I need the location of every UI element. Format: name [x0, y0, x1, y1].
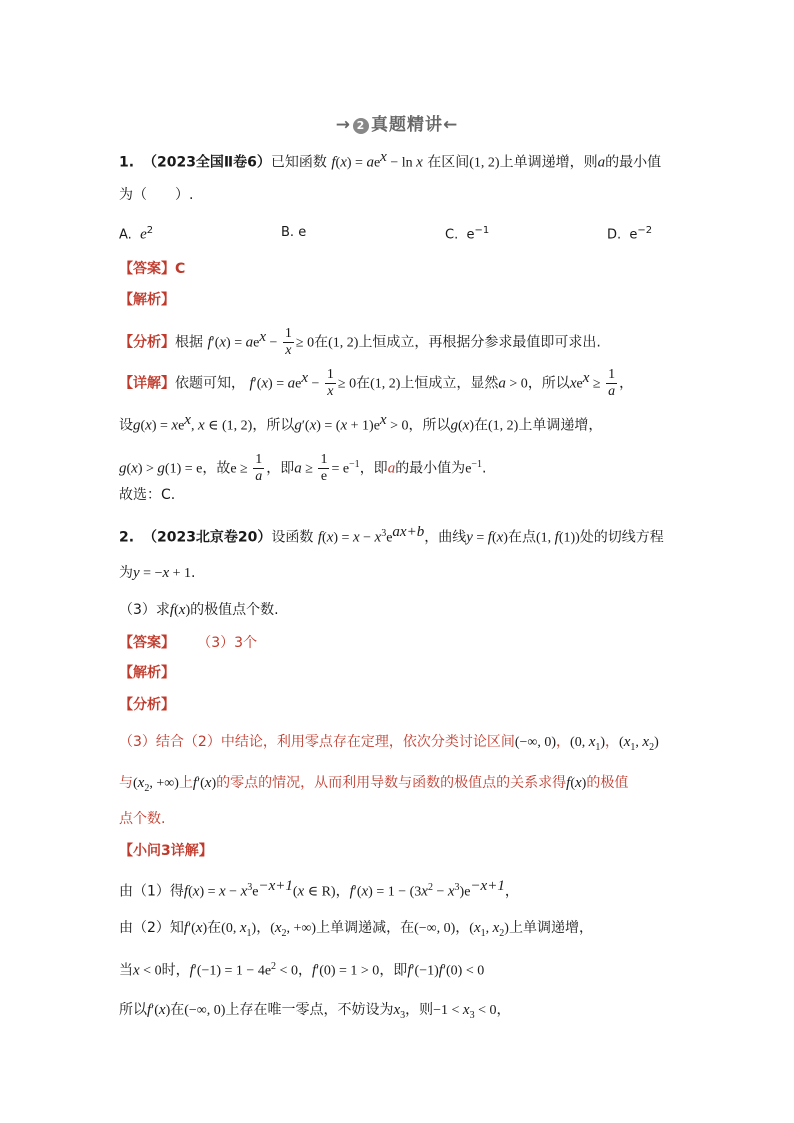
q1-answer: 【答案】C [119, 261, 186, 277]
q2-detail-line2: 由（2）知f′(x)在(0, $x_1$)，($x_2$, +∞)上单调递减，在(−∞, 0)，($x_1$, $x_2$)上单调递增， [119, 920, 593, 939]
q2-jiexi-tag: 【解析】 [119, 665, 175, 681]
q2-answer: 【答案】 （3）3个 [119, 635, 258, 651]
q1-conclusion: 故选：C. [119, 487, 176, 503]
q1-stem: 1. （2023全国Ⅱ卷6）已知函数 $f(x) = ae^x - \ln x$ 在区间(1, 2)上单调递增，则a的最小值 [119, 149, 662, 171]
q2-detail-line3: 当x < 0时，$f'(-1) = 1 - 4e^2 < 0$，f′(0) = 1 > 0，即f′(−1)f′(0) < 0 [119, 961, 485, 979]
q2-fenxi-line3: 点个数. [119, 811, 166, 827]
q1-fenxi: 【分析】根据 $f'(x) = ae^x$ − $\frac{1}{x}$ ≥ 0在(1, 2)上恒成立，再根据分参求最值即可求出. [119, 326, 601, 359]
q2-fenxi-line2: 与($x_2$, +∞)上f′(x)的零点的情况，从而利用导数与函数的极值点的关系求得f(x)的极值 [119, 775, 629, 794]
q2-fenxi-line1: （3）结合（2）中结论，利用零点存在定理，依次分类讨论区间(−∞, 0)，(0, $x_1$)，($x_1$, $x_2$) [119, 734, 659, 753]
q2-stem: 2. （2023北京卷20）设函数 $f(x) = x - x^3e^{ax+b}$，曲线y = f(x)在点(1, f(1))处的切线方程 [119, 524, 664, 546]
q1-xiangjie-line2: 设$g(x) = xe^x$, x ∈ (1, 2)，所以$g'(x) = (x + 1)e^x > 0$，所以g(x)在(1, 2)上单调递增， [119, 412, 603, 434]
q1-option-c[interactable]: C. $e^{-1}$ [445, 225, 490, 243]
section-title: → 2 真题精讲← [335, 115, 459, 135]
q1-jiexi-tag: 【解析】 [119, 292, 175, 308]
q2-detail-line1: 由（1）得$f(x) = x - x^3e^{-x+1}(x$ ∈ R)，$f'(x) = 1 - (3x^2 - x^3)e^{-x+1}$， [119, 878, 519, 900]
circled-number-badge: 2 [353, 118, 369, 134]
q2-fenxi-tag: 【分析】 [119, 697, 175, 713]
q1-stem-line2: 为（ ）. [119, 187, 194, 203]
q1-xiangjie-line1: 【详解】依题可知， $f'(x) = ae^x$ − $\frac{1}{x}$ ≥ 0在(1, 2)上恒成立，显然a > 0，所以$xe^x$ ≥ $\frac{1}{a}$ ， [119, 367, 634, 400]
q1-option-a[interactable]: A. $e^2$ [119, 225, 154, 243]
q2-stem-line2: 为y = −x + 1. [119, 565, 196, 581]
q2-part3: （3）求f(x)的极值点个数. [119, 602, 279, 618]
q1-option-d[interactable]: D. $e^{-2}$ [607, 225, 653, 243]
q1-option-b[interactable]: B. e [281, 225, 307, 240]
q2-detail-line4: 所以f′(x)在(−∞, 0)上存在唯一零点，不妨设为$x_3$，则$-1 < x_3 < 0$， [119, 1002, 511, 1021]
q1-xiangjie-line3: g(x) > g(1) = e，故e ≥ $\frac{1}{a}$ ，即a ≥ $\frac{1}{e}$ = $e^{-1}$，即a的最小值为$e^{-1}$. [119, 452, 487, 485]
q2-sub3-tag: 【小问3详解】 [119, 843, 213, 859]
